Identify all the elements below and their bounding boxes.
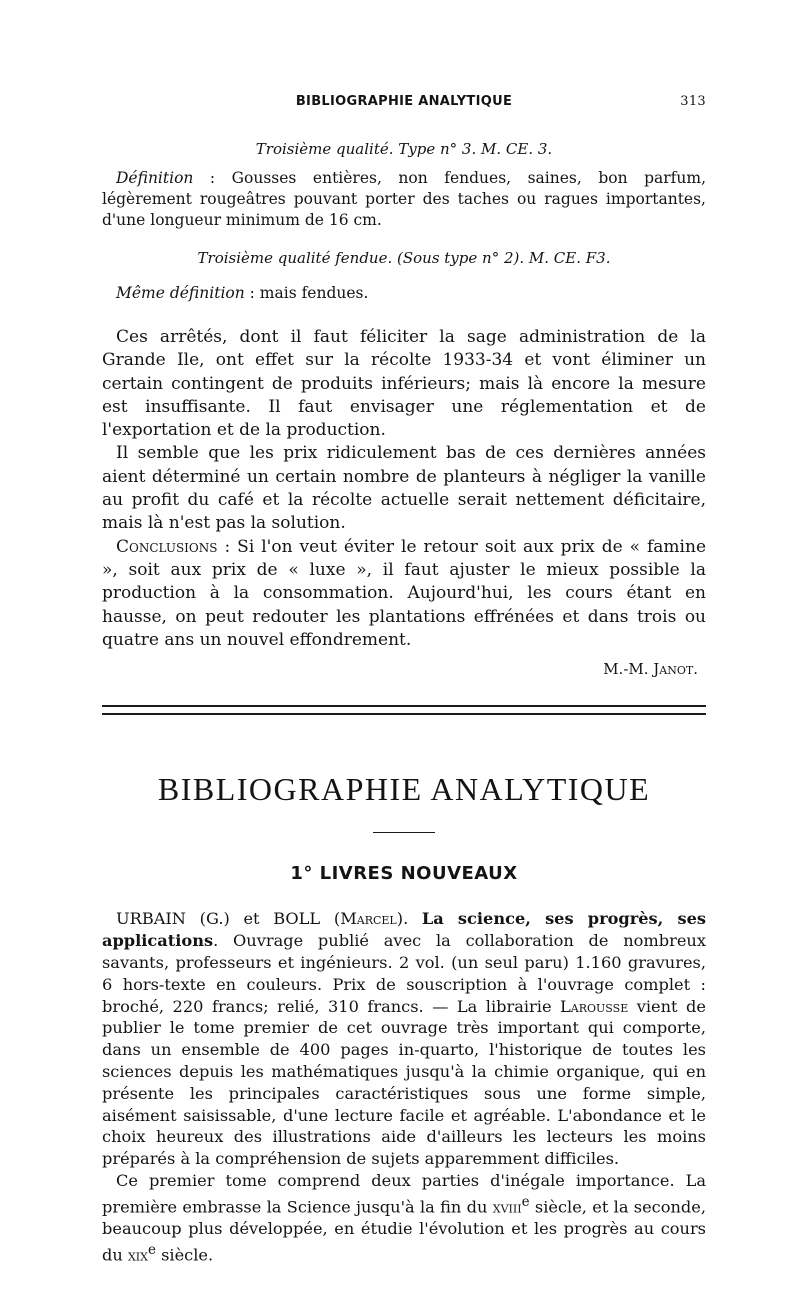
quality-3-definition xyxy=(102,168,706,231)
entry-paragraph xyxy=(102,1170,706,1266)
bibliography-entry xyxy=(102,908,706,1266)
century-numeral: xviii xyxy=(492,1197,522,1217)
conclusions-text: : Si l'on veut éviter le retour soit aux prix de « famine », soit aux prix de « luxe », il faut ajuster le mieux possible la production à la consommation. Aujourd'hui, les cours étant en hausse, on peut redouter les plantations effrénées et dans trois ou quatre ans un nouvel effondrement. xyxy=(102,536,706,650)
running-title: BIBLIOGRAPHIE ANALYTIQUE xyxy=(295,94,513,109)
author-signature xyxy=(102,658,706,681)
conclusions-label: Conclusions xyxy=(116,536,218,557)
entry-author-firstname: Marcel xyxy=(340,909,397,929)
article-body xyxy=(102,326,706,681)
ordinal-suffix: e xyxy=(521,1193,530,1210)
entry-text: siècle, et la seconde, beaucoup plus développée, en étudie l'évolution et les progrès au cours du xyxy=(102,1197,706,1265)
entry-publisher: Larousse xyxy=(560,996,629,1016)
entry-text: Ce premier tome comprend deux parties d'inégale importance. La première embrasse la Science jusqu'à la fin du xyxy=(102,1171,706,1217)
title-rule xyxy=(373,832,435,833)
entry-text: vient de publier le tome premier de cet ouvrage très important qui comporte, dans un ensemble de 400 pages in-quarto, l'historique de toutes les sciences depuis les mathématiques jusqu'à la chimie organique, qui en présente les principales caractéristiques sous une forme simple, aisément saisissable, d'une lecture facile et agréable. L'abondance et le choix heureux des illustrations aide d'ailleurs les lecteurs les moins préparés à la compréhension de sujets apparemment difficiles. xyxy=(102,996,706,1169)
entry-authors-end: ). xyxy=(396,909,422,929)
entry-authors: URBAIN (G.) et BOLL ( xyxy=(116,909,341,929)
quality-3-split-definition xyxy=(102,283,706,304)
document-page xyxy=(102,90,706,1266)
paragraph: Ces arrêtés, dont il faut féliciter la sage administration de la Grande Ile, ont effet sur la récolte 1933-34 et vont éliminer un certain contingent de produits inférieurs; mais là encore la mesure est insuffisante. Il faut envisager une réglementation et de l'exportation et de la production. xyxy=(102,327,706,441)
definition-text: : mais fendues. xyxy=(244,284,369,302)
subsection-title: 1° LIVRES NOUVEAUX xyxy=(290,863,518,885)
entry-text: siècle. xyxy=(155,1245,214,1265)
definition-text: : Gousses entières, non fendues, saines, bon parfum, légèrement rougeâtres pouvant porter des taches ou ragues importantes, d'une longueur minimum de 16 cm. xyxy=(102,169,706,229)
entry-book-title: La science, ses progrès, ses applications xyxy=(102,909,706,951)
entry-paragraph xyxy=(102,908,706,1170)
quality-3-split-heading: Troisième qualité fendue. (Sous type n° 2). M. CE. F3. xyxy=(197,249,611,267)
page-number: 313 xyxy=(680,94,706,109)
definition-label: Définition xyxy=(116,169,194,187)
section-title: BIBLIOGRAPHIE ANALYTIQUE xyxy=(157,771,651,808)
century-numeral: xix xyxy=(127,1245,148,1265)
signature-initials: M.-M. J xyxy=(603,660,660,679)
entry-text: . Ouvrage publié avec la collaboration de nombreux savants, professeurs et ingénieurs. 2 vol. (un seul paru) 1.160 gravures, 6 hors-texte en couleurs. Prix de souscription à l'ouvrage complet : broché, 220 francs; relié, 310 francs. — La librairie xyxy=(102,931,706,1016)
ordinal-suffix: e xyxy=(147,1241,156,1258)
conclusions-paragraph xyxy=(102,536,706,652)
section-divider xyxy=(102,705,706,715)
paragraph: Il semble que les prix ridiculement bas de ces dernières années aient déterminé un certain nombre de planteurs à négliger la vanille au profit du café et la récolte actuelle serait nettement déficitaire, mais là n'est pas la solution. xyxy=(102,443,706,534)
definition-label: Même définition xyxy=(116,284,245,302)
signature-surname: anot. xyxy=(659,660,698,679)
running-header xyxy=(102,90,706,114)
quality-3-heading: Troisième qualité. Type n° 3. M. CE. 3. xyxy=(255,140,553,158)
